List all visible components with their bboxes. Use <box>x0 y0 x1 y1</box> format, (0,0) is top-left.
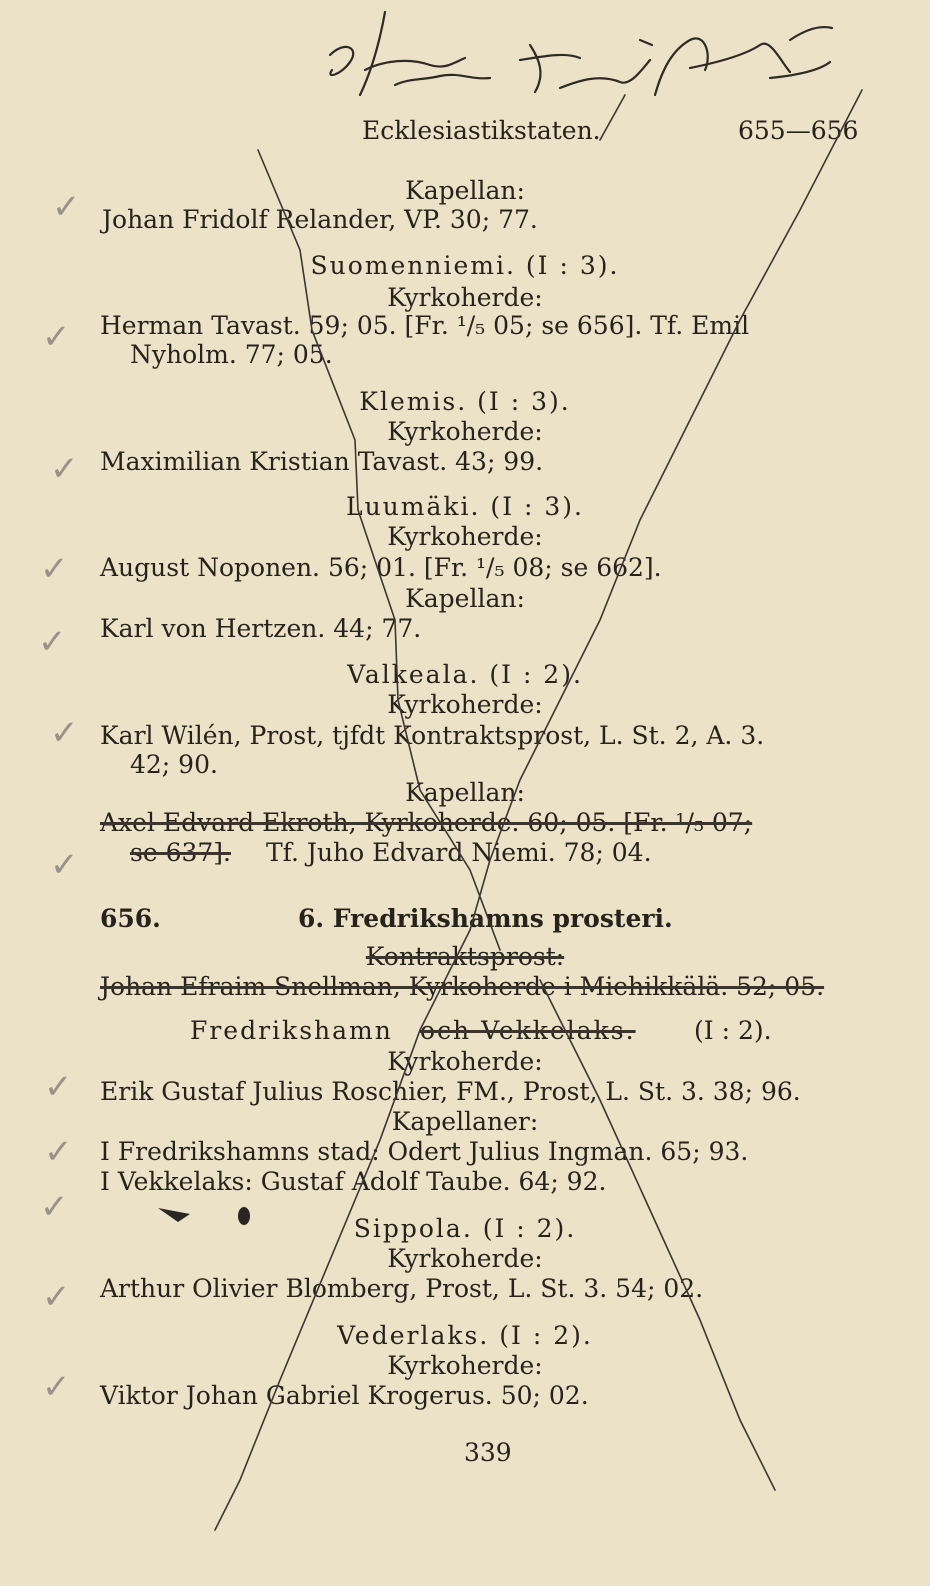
heading-kapellaner: Kapellaner: <box>391 1107 539 1136</box>
entry-taube: I Vekkelaks: Gustaf Adolf Taube. 64; 92. <box>100 1167 607 1196</box>
entry-wilen: Karl Wilén, Prost, tjfdt Kontraktsprost, L. St. 2, A. 3. <box>100 721 765 750</box>
page-number: 339 <box>464 1438 512 1467</box>
entry-roschier: Erik Gustaf Julius Roschier, FM., Prost, L. St. 3. 38; 96. <box>100 1077 801 1106</box>
heading-kyrkoherde: Kyrkoherde: <box>387 522 543 551</box>
pencil-check-icon: ✓ <box>50 845 79 885</box>
entry-relander: Johan Fridolf Relander, VP. 30; 77. <box>102 205 538 234</box>
pencil-check-icon: ✓ <box>50 713 79 753</box>
parish-luumaki: Luumäki. (I : 3). <box>345 492 584 521</box>
parish-klemis: Klemis. (I : 3). <box>359 387 571 416</box>
parish-vekkelaks-struck: och Vekkelaks. <box>420 1016 636 1045</box>
parish-valkeala: Valkeala. (I : 2). <box>347 660 583 689</box>
heading-kyrkoherde: Kyrkoherde: <box>387 283 543 312</box>
section-number: 656. <box>100 904 161 933</box>
entry-snellman-struck: Johan Efraim Snellman, Kyrkoherde i Miehikkälä. 52; 05. <box>100 972 825 1001</box>
entry-ekroth-reference-struck: se 637]. <box>130 838 231 867</box>
parish-vederlaks: Vederlaks. (I : 2). <box>337 1321 593 1350</box>
header-title: Ecklesiastikstaten. <box>362 116 601 145</box>
heading-kyrkoherde: Kyrkoherde: <box>387 1047 543 1076</box>
pencil-check-icon: ✓ <box>40 549 69 589</box>
pencil-check-icon: ✓ <box>50 449 79 489</box>
entry-ingman: I Fredrikshamns stad: Odert Julius Ingman. 65; 93. <box>100 1137 749 1166</box>
parish-suomenniemi: Suomenniemi. (I : 3). <box>310 251 620 280</box>
pencil-check-icon: ✓ <box>44 1067 73 1107</box>
parish-sippola: Sippola. (I : 2). <box>353 1214 577 1243</box>
entry-ekroth-struck: Axel Edvard Ekroth, Kyrkoherde. 60; 05. [Fr. ¹/₅ 07; <box>100 808 753 837</box>
pencil-check-icon: ✓ <box>42 1367 71 1407</box>
entry-von-hertzen: Karl von Hertzen. 44; 77. <box>100 614 422 643</box>
pencil-check-icon: ✓ <box>44 1132 73 1172</box>
heading-kapellan: Kapellan: <box>405 778 525 807</box>
pencil-check-icon: ✓ <box>42 317 71 357</box>
header-page-range: 655—656 <box>738 116 859 145</box>
heading-kyrkoherde: Kyrkoherde: <box>387 417 543 446</box>
entry-herman-tavast: Herman Tavast. 59; 05. [Fr. ¹/₅ 05; se 656]. Tf. Emil <box>100 311 750 340</box>
entry-krogerus: Viktor Johan Gabriel Krogerus. 50; 02. <box>100 1381 589 1410</box>
heading-kyrkoherde: Kyrkoherde: <box>387 690 543 719</box>
entry-blomberg: Arthur Olivier Blomberg, Prost, L. St. 3. 54; 02. <box>100 1274 704 1303</box>
pencil-check-icon: ✓ <box>38 622 67 662</box>
pencil-check-icon: ✓ <box>42 1277 71 1317</box>
entry-nyholm: Nyholm. 77; 05. <box>130 340 333 369</box>
entry-maximilian-tavast: Maximilian Kristian Tavast. 43; 99. <box>100 447 544 476</box>
heading-kyrkoherde: Kyrkoherde: <box>387 1351 543 1380</box>
entry-wilen-years: 42; 90. <box>130 750 218 779</box>
heading-kontraktsprost-struck: Kontraktsprost: <box>365 942 565 971</box>
heading-kapellan: Kapellan: <box>405 584 525 613</box>
entry-niemi: Tf. Juho Edvard Niemi. 78; 04. <box>266 838 652 867</box>
section-title: 6. Fredrikshamns prosteri. <box>298 904 673 933</box>
heading-kapellan: Kapellan: <box>405 176 525 205</box>
parish-fredrikshamn: Fredrikshamn <box>190 1016 393 1045</box>
parish-fredrikshamn-class: (I : 2). <box>694 1016 772 1045</box>
pencil-check-icon: ✓ <box>52 187 81 227</box>
heading-kyrkoherde: Kyrkoherde: <box>387 1244 543 1273</box>
pencil-check-icon: ✓ <box>40 1187 69 1227</box>
entry-noponen: August Noponen. 56; 01. [Fr. ¹/₅ 08; se 662]. <box>100 553 662 582</box>
